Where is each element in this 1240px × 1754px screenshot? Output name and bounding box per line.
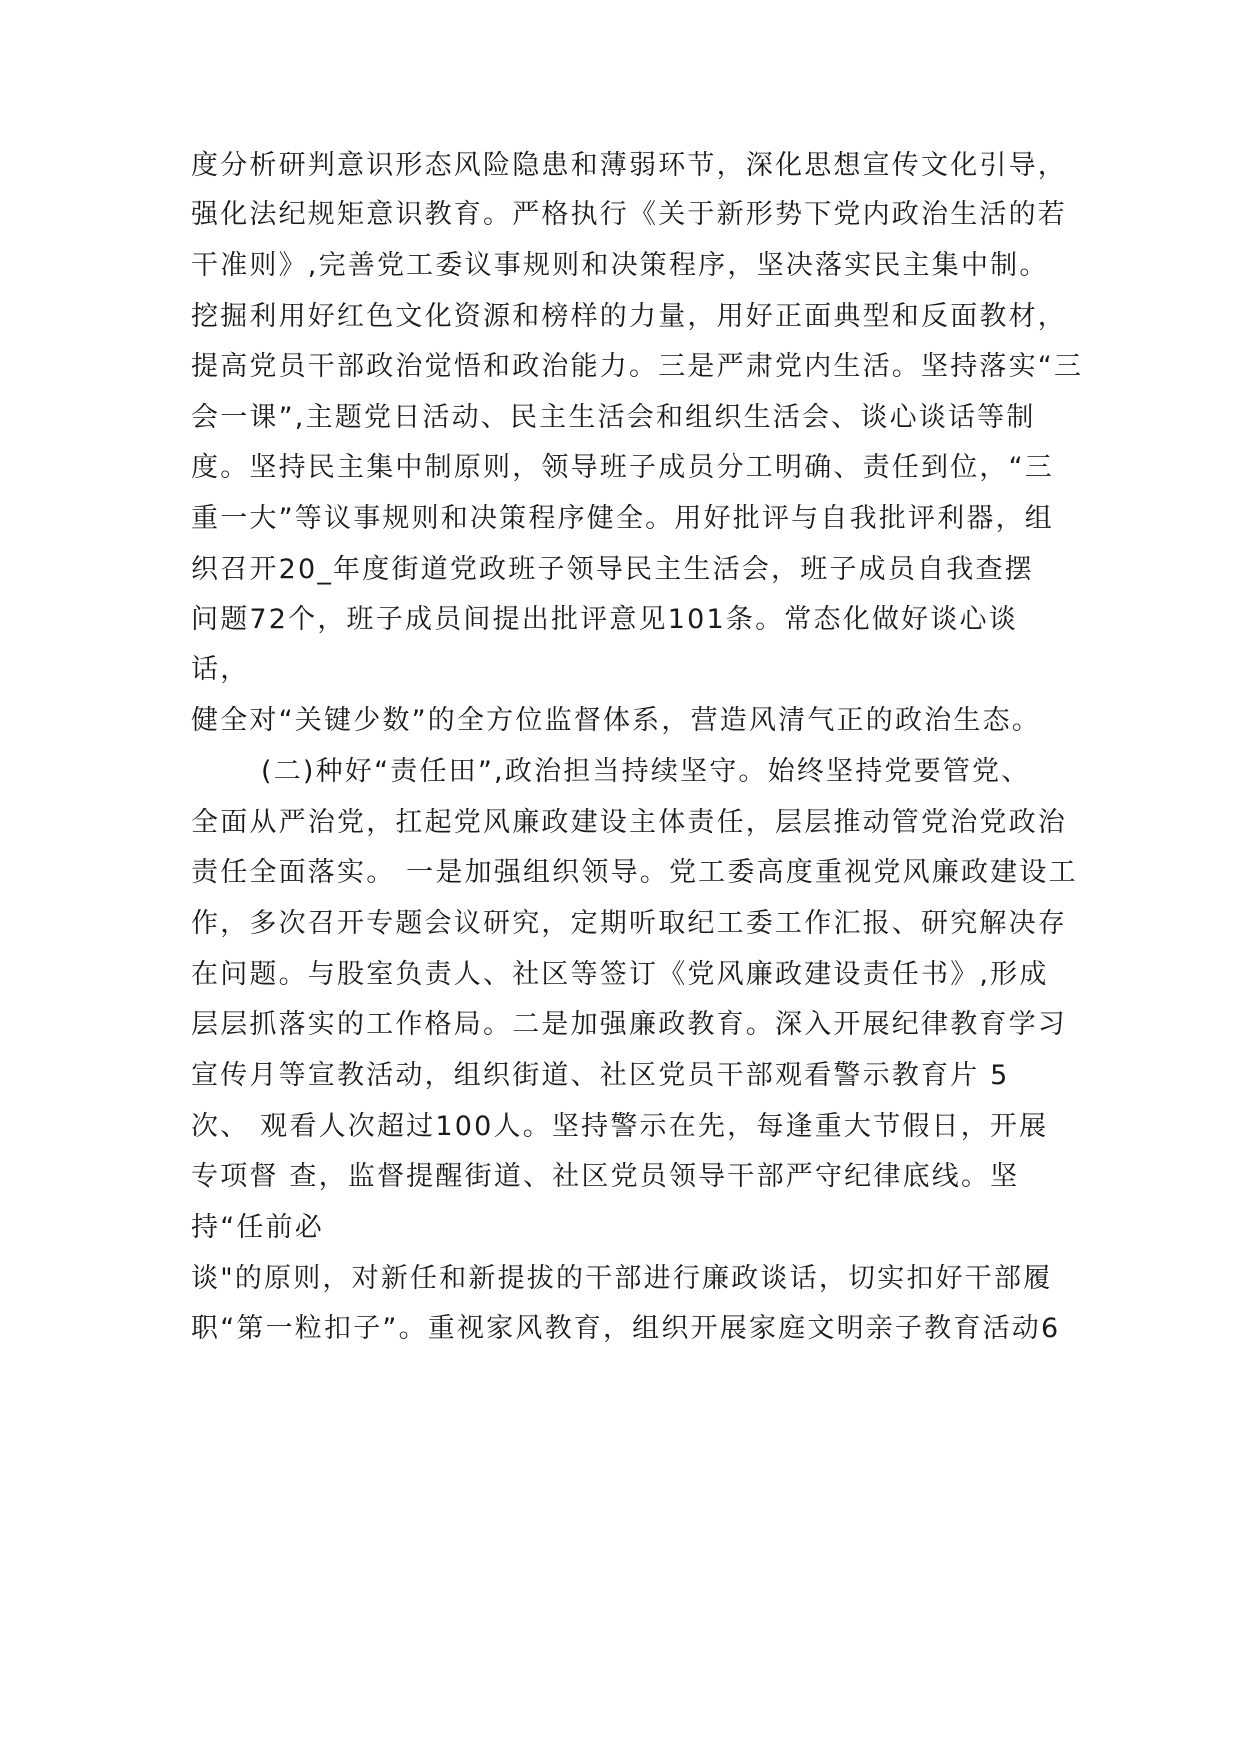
text-line: 干准则》,完善党工委议事规则和决策程序，坚决落实民主集中制。 (191, 250, 1049, 281)
text-line: 度。坚持民主集中制原则，领导班子成员分工明确、责任到位，“三 (191, 452, 1054, 483)
section-heading-line: (二)种好“责任田”,政治担当持续坚守。始终坚持党要管党、 (261, 756, 1031, 787)
text-line: 层层抓落实的工作格局。二是加强廉政教育。深入开展纪律教育学习 (191, 1009, 1067, 1040)
text-line: 宣传月等宣教活动，组织街道、社区党员干部观看警示教育片 5 (191, 1060, 1010, 1091)
text-line: 会一课”,主题党日活动、民主生活会和组织生活会、谈心谈话等制 (191, 402, 1036, 433)
text-line: 职“第一粒扣子”。重视家风教育，组织开展家庭文明亲子教育活动6 (191, 1313, 1061, 1344)
text-line: 谈"的原则，对新任和新提拔的干部进行廉政谈话，切实扣好干部履 (191, 1263, 1053, 1294)
text-line: 问题72个，班子成员间提出批评意见101条。常态化做好谈心谈 (191, 604, 1018, 635)
text-line: 全面从严治党，扛起党风廉政建设主体责任，层层推动管党治党政治 (191, 807, 1067, 838)
text-line: 专项督 查，监督提醒街道、社区党员领导干部严守纪律底线。坚 (191, 1161, 1020, 1192)
text-line: 次、 观看人次超过100人。坚持警示在先，每逢重大节假日，开展 (191, 1111, 1049, 1142)
text-line: 持“任前必 (191, 1212, 324, 1243)
text-line: 健全对“关键少数”的全方位监督体系，营造风清气正的政治生态。 (191, 705, 1041, 736)
text-line: 话， (191, 654, 250, 685)
text-line: 挖掘利用好红色文化资源和榜样的力量，用好正面典型和反面教材， (191, 301, 1067, 332)
text-line: 作，多次召开专题会议研究，定期听取纪工委工作汇报、研究解决存 (191, 908, 1067, 939)
text-line: 强化法纪规矩意识教育。严格执行《关于新形势下党内政治生活的若 (191, 199, 1067, 230)
text-line: 提高党员干部政治觉悟和政治能力。三是严肃党内生活。坚持落实“三 (191, 351, 1084, 382)
text-line: 责任全面落实。 一是加强组织领导。党工委高度重视党风廉政建设工 (191, 857, 1078, 888)
text-line: 在问题。与股室负责人、社区等签订《党风廉政建设责任书》,形成 (191, 959, 1049, 990)
text-line: 度分析研判意识形态风险隐患和薄弱环节，深化思想宣传文化引导， (191, 150, 1067, 181)
text-line: 重一大”等议事规则和决策程序健全。用好批评与自我批评利器，组 (191, 503, 1054, 534)
text-line: 织召开20_年度街道党政班子领导民主生活会，班子成员自我查摆 (191, 554, 1034, 585)
